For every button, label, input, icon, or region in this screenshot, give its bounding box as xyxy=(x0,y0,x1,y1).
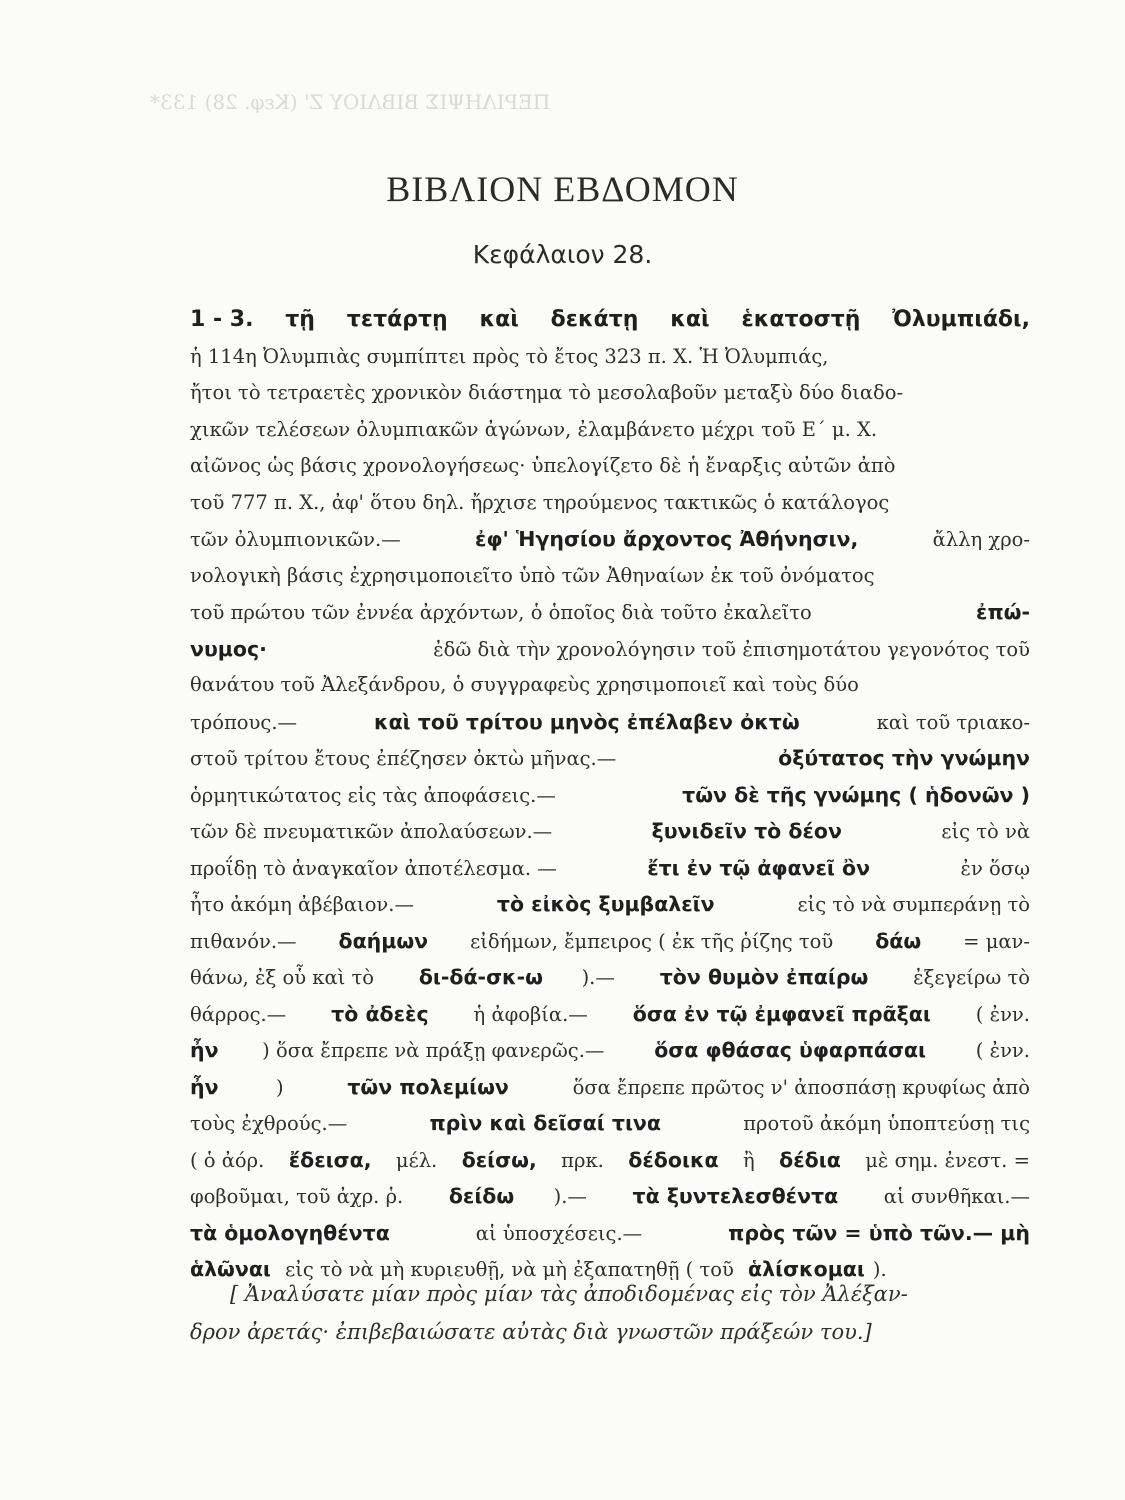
gloss-text: αἱ ὑποσχέσεις.— xyxy=(469,1221,649,1245)
text-line xyxy=(190,1069,1030,1106)
text-line xyxy=(190,959,1030,996)
gloss-text: τρόπους.— xyxy=(190,710,304,734)
bleed-through-text: ΠΕΡΙΛΗΨΙΣ ΒΙΒΛΙΟΥ Ζ' (Κεφ. 28) 133* xyxy=(150,90,551,114)
lemma: ἔδεισα, xyxy=(288,1147,372,1172)
exercise-line: δρον ἀρετάς· ἐπιβεβαιώσατε αὐτὰς διὰ γνωστῶν πράξεών του.] xyxy=(190,1320,872,1344)
gloss-text: ἤτοι τὸ τετραετὲς χρονικὸν διάστημα τὸ μεσολαβοῦν μεταξὺ δύο διαδο- xyxy=(190,381,904,404)
lemma: τετάρτῃ xyxy=(346,307,448,332)
lemma: καὶ xyxy=(479,307,519,332)
gloss-text: αἱ συνθῆκαι.— xyxy=(877,1185,1030,1208)
commentary-text xyxy=(190,302,1030,1288)
gloss-text: πιθανόν.— xyxy=(190,929,303,953)
gloss-text: προΐδῃ τὸ ἀναγκαῖον ἀποτέλεσμα. — xyxy=(190,856,563,880)
text-line xyxy=(190,594,1030,631)
lemma: τῇ xyxy=(285,307,315,332)
gloss-text: μὲ σημ. ἐνεστ. = xyxy=(859,1148,1030,1172)
gloss-text: = μαν- xyxy=(956,929,1030,953)
gloss-text: καὶ τοῦ τριακο- xyxy=(870,710,1030,734)
lemma: ὅσα φθάσας ὑφαρπάσαι xyxy=(654,1038,926,1062)
text-line xyxy=(190,1178,1030,1215)
text-line xyxy=(190,631,1030,668)
lemma: ἁλίσκομαι xyxy=(748,1257,865,1281)
text-line xyxy=(190,521,1030,558)
gloss-text: νολογικὴ βάσις ἐχρησιμοποιεῖτο ὑπὸ τῶν Ἀθηναίων ἐκ τοῦ ὀνόματος xyxy=(190,563,875,587)
lemma: τὰ ὁμολογηθέντα xyxy=(190,1220,390,1245)
lemma: 1 - 3. xyxy=(190,307,254,332)
gloss-text: ἡ ἀφοβία.— xyxy=(467,1002,594,1026)
lemma: δέδια xyxy=(779,1147,841,1172)
gloss-text: μέλ. xyxy=(389,1148,444,1172)
gloss-text: ( ὁ ἀόρ. xyxy=(190,1148,271,1172)
gloss-text: αἰῶνος ὡς βάσις χρονολογήσεως· ὑπελογίζετο δὲ ἡ ἔναρξις αὐτῶν ἀπὸ xyxy=(190,454,896,477)
lemma: ἐπώ- xyxy=(976,600,1030,624)
lemma: δαήμων xyxy=(338,928,429,953)
text-line xyxy=(190,1215,1030,1252)
lemma: ἑκατοστῇ xyxy=(741,307,861,332)
gloss-text: φοβοῦμαι, τοῦ ἀχρ. ῥ. xyxy=(190,1185,410,1208)
text-line xyxy=(190,485,1030,522)
gloss-text: ὅσα ἔπρεπε πρῶτος ν' ἀποσπάσῃ κρυφίως ἀπὸ xyxy=(566,1075,1030,1099)
lemma: Ὀλυμπιάδι, xyxy=(892,307,1030,332)
text-line xyxy=(190,558,1030,595)
gloss-text: τοῦ 777 π. Χ., ἀφ' ὅτου δηλ. ἤρχισε τηρούμενος τακτικῶς ὁ κατάλογος xyxy=(190,490,890,514)
gloss-text: ὁρμητικώτατος εἰς τὰς ἀποφάσεις.— xyxy=(190,783,563,807)
text-line xyxy=(190,667,1030,704)
lemma: ὅσα ἐν τῷ ἐμφανεῖ πρᾶξαι xyxy=(632,1001,931,1026)
gloss-text: ). xyxy=(872,1258,887,1281)
gloss-text: ).— xyxy=(581,966,622,989)
text-line xyxy=(190,302,1030,339)
text-line xyxy=(190,412,1030,449)
text-line xyxy=(190,850,1030,887)
gloss-text: χικῶν τελέσεων ὀλυμπιακῶν ἀγώνων, ἐλαμβάνετο μέχρι τοῦ Ε΄ μ. Χ. xyxy=(190,417,878,441)
text-line xyxy=(190,704,1030,741)
lemma: δεκάτῃ xyxy=(550,307,639,332)
lemma: ἦν xyxy=(190,1038,219,1062)
gloss-text: τῶν δὲ πνευματικῶν ἀπολαύσεων.— xyxy=(190,820,559,843)
lemma: καὶ xyxy=(670,307,710,332)
lemma: δείσω, xyxy=(461,1147,537,1172)
gloss-text: προτοῦ ἀκόμη ὑποπτεύσῃ τις xyxy=(737,1112,1030,1135)
gloss-text: ).— xyxy=(553,1185,594,1208)
gloss-text: ἐν ὅσῳ xyxy=(954,856,1030,880)
gloss-text: τῶν ὀλυμπιονικῶν.— xyxy=(190,528,407,551)
chapter-title: Κεφάλαιον 28. xyxy=(472,240,653,269)
text-line xyxy=(190,813,1030,850)
lemma: τὰ ξυντελεσθέντα xyxy=(632,1184,839,1208)
lemma: τὸ εἰκὸς ξυμβαλεῖν xyxy=(496,892,715,916)
text-line xyxy=(190,375,1030,412)
lemma: τὸν θυμὸν ἐπαίρω xyxy=(659,965,869,989)
text-line xyxy=(190,996,1030,1033)
gloss-text: τοὺς ἐχθρούς.— xyxy=(190,1112,354,1135)
gloss-text: ( ἐνν. xyxy=(969,1002,1030,1026)
lemma: δέδοικα xyxy=(628,1147,719,1172)
lemma: τὸ ἀδεὲς xyxy=(331,1001,429,1026)
text-line xyxy=(190,1142,1030,1179)
lemma: ξυνιδεῖν τὸ δέον xyxy=(651,819,842,843)
text-line xyxy=(190,448,1030,485)
lemma: νυμος· xyxy=(190,636,267,661)
text-line xyxy=(190,1032,1030,1069)
gloss-text: ἦτο ἀκόμη ἀβέβαιον.— xyxy=(190,893,421,916)
gloss-text: ) ὅσα ἔπρεπε νὰ πράξῃ φανερῶς.— xyxy=(262,1039,611,1062)
gloss-text: ἐξεγείρω τὸ xyxy=(906,966,1030,989)
gloss-text: ἡ 114η Ὀλυμπιὰς συμπίπτει πρὸς τὸ ἔτος 323 π. Χ. Ἡ Ὀλυμπιάς, xyxy=(190,344,829,368)
lemma: ἔτι ἐν τῷ ἀφανεῖ ὂν xyxy=(647,855,871,880)
text-line xyxy=(190,339,1030,376)
gloss-text: ἐδῶ διὰ τὴν χρονολόγησιν τοῦ ἐπισημοτάτου γεγονότος τοῦ xyxy=(426,637,1030,661)
gloss-text: ) xyxy=(276,1075,290,1099)
gloss-text: εἰδήμων, ἔμπειρος ( ἐκ τῆς ῥίζης τοῦ xyxy=(463,929,840,953)
text-line xyxy=(190,777,1030,814)
gloss-text: τοῦ πρώτου τῶν ἐννέα ἀρχόντων, ὁ ὁποῖος διὰ τοῦτο ἐκαλεῖτο xyxy=(190,601,818,624)
gloss-text: ἢ xyxy=(736,1148,761,1172)
lemma: ὀξύτατος τὴν γνώμην xyxy=(778,746,1030,770)
gloss-text: ἄλλη χρο- xyxy=(926,528,1030,551)
gloss-text: θανάτου τοῦ Ἀλεξάνδρου, ὁ συγγραφεὺς χρησιμοποιεῖ καὶ τοὺς δύο xyxy=(190,673,859,696)
lemma: καὶ τοῦ τρίτου μηνὸς ἐπέλαβεν ὀκτὼ xyxy=(374,709,800,734)
lemma: ἦν xyxy=(190,1074,219,1099)
gloss-text: ( ἐνν. xyxy=(969,1039,1030,1062)
lemma: ἁλῶναι xyxy=(190,1257,271,1281)
lemma: ἐφ' Ἡγησίου ἄρχοντος Ἀθήνησιν, xyxy=(475,527,859,551)
lemma: πρὸς τῶν = ὑπὸ τῶν.— μὴ xyxy=(728,1220,1030,1245)
lemma: πρὶν καὶ δεῖσαί τινα xyxy=(429,1111,661,1135)
text-line xyxy=(190,923,1030,960)
lemma: δάω xyxy=(875,928,922,953)
gloss-text: θάρρος.— xyxy=(190,1002,293,1026)
text-line xyxy=(190,1105,1030,1142)
exercise-note xyxy=(190,1275,1030,1351)
text-line xyxy=(190,886,1030,923)
text-line xyxy=(190,740,1030,777)
gloss-text: εἰς τὸ νὰ μὴ κυριευθῇ, νὰ μὴ ἐξαπατηθῇ ( τοῦ xyxy=(278,1258,741,1281)
lemma: δι-δά-σκ-ω xyxy=(418,965,543,989)
lemma: τῶν δὲ τῆς γνώμης ( ἡδονῶν ) xyxy=(682,782,1030,807)
gloss-text: εἰς τὸ νὰ xyxy=(935,820,1030,843)
gloss-text: στοῦ τρίτου ἔτους ἐπέζησεν ὀκτὼ μῆνας.— xyxy=(190,747,623,770)
gloss-text: πρκ. xyxy=(554,1148,611,1172)
gloss-text: εἰς τὸ νὰ συμπεράνῃ τὸ xyxy=(791,893,1030,916)
gloss-text: θάνω, ἐξ οὗ καὶ τὸ xyxy=(190,966,381,989)
lemma: δείδω xyxy=(448,1184,515,1208)
exercise-line: [ Ἀναλύσατε μίαν πρὸς μίαν τὰς ἀποδιδομένας εἰς τὸν Ἀλέξαν- xyxy=(230,1282,908,1306)
lemma: τῶν πολεμίων xyxy=(347,1074,509,1099)
book-title: ΒΙΒΛΙΟΝ ΕΒΔΟΜΟΝ xyxy=(386,169,739,209)
